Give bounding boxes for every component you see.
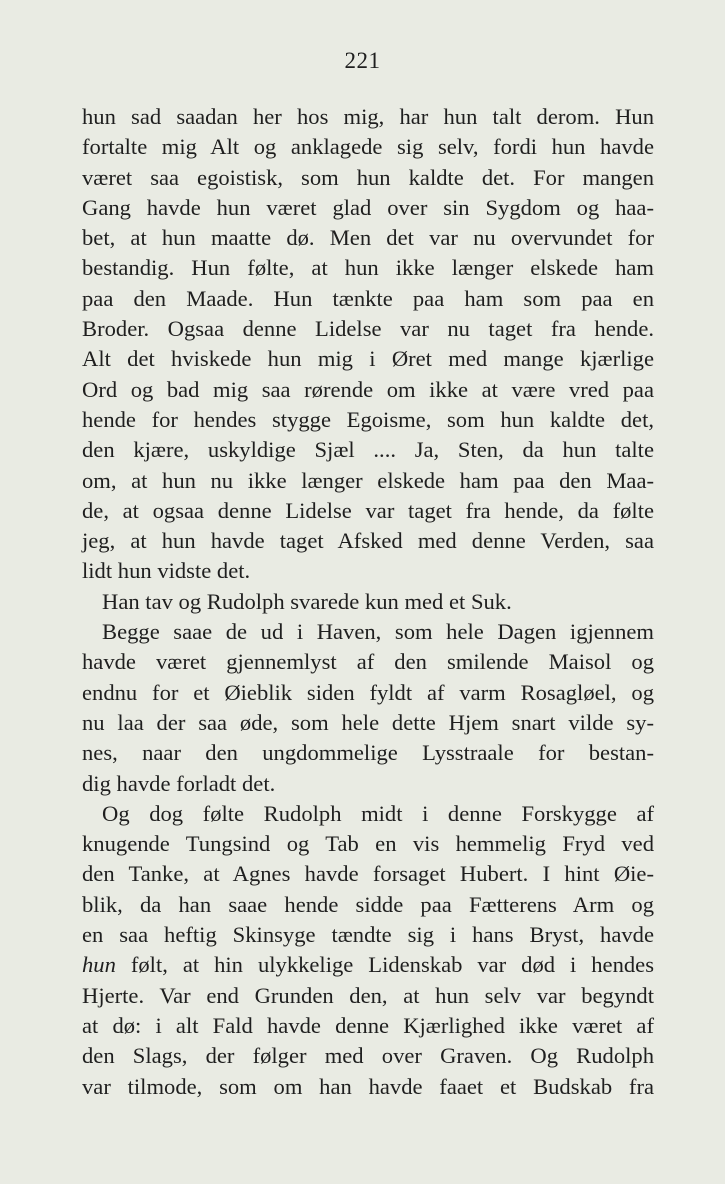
body-text	[82, 102, 654, 1102]
text-line: var tilmode, som om han havde faaet et Budskab fra	[82, 1073, 654, 1099]
text-line: Broder. Ogsaa denne Lidelse var nu taget fra hende.	[82, 316, 654, 342]
text-line: bestandig. Hun følte, at hun ikke længer elskede ham	[82, 255, 654, 281]
text-line: den kjære, uskyldige Sjæl .... Ja, Sten, da hun talte	[82, 437, 654, 463]
text-line: blik, da han saae hende sidde paa Fætterens Arm og	[82, 891, 654, 917]
text-line: dig havde forladt det.	[82, 770, 276, 796]
text-line	[82, 950, 654, 980]
text-line: nu laa der saa øde, som hele dette Hjem snart vilde sy-	[82, 709, 654, 735]
text-line: den Slags, der følger med over Graven. Og Rudolph	[82, 1043, 654, 1069]
emphasized-word: hun	[82, 952, 116, 978]
text-line: været saa egoistisk, som hun kaldte det. For mangen	[82, 164, 654, 190]
text-line: Alt det hviskede hun mig i Øret med mange kjærlige	[82, 346, 654, 372]
text-line: den Tanke, at Agnes havde forsaget Hubert. I hint Øie-	[82, 861, 654, 887]
page-number: 221	[344, 48, 381, 73]
text-line: Og dog følte Rudolph midt i denne Forskygge af	[102, 800, 654, 826]
text-line: jeg, at hun havde taget Afsked med denne Verden, saa	[82, 528, 654, 554]
text-line: havde været gjennemlyst af den smilende Maisol og	[82, 649, 654, 675]
text-line: en saa heftig Skinsyge tændte sig i hans Bryst, havde	[82, 922, 654, 948]
text-line-rest: følt, at hin ulykkelige Lidenskab var død i hendes	[115, 952, 654, 978]
text-line: hende for hendes stygge Egoisme, som hun kaldte det,	[82, 406, 654, 432]
text-line: fortalte mig Alt og anklagede sig selv, fordi hun havde	[82, 134, 654, 160]
text-line: Hjerte. Var end Grunden den, at hun selv var begyndt	[82, 982, 654, 1008]
text-line: at dø: i alt Fald havde denne Kjærlighed ikke været af	[82, 1012, 654, 1038]
text-line: Begge saae de ud i Haven, som hele Dagen igjennem	[102, 619, 654, 645]
text-line: paa den Maade. Hun tænkte paa ham som paa en	[82, 285, 654, 311]
text-line: knugende Tungsind og Tab en vis hemmelig Fryd ved	[82, 831, 654, 857]
text-line: hun sad saadan her hos mig, har hun talt derom. Hun	[82, 104, 654, 129]
text-line: nes, naar den ungdommelige Lysstraale for bestan-	[82, 740, 654, 766]
text-line: Ord og bad mig saa rørende om ikke at være vred paa	[82, 376, 654, 402]
text-line: endnu for et Øieblik siden fyldt af varm Rosagløel, og	[82, 679, 654, 705]
text-line: Han tav og Rudolph svarede kun med et Suk.	[102, 588, 512, 614]
text-line: de, at ogsaa denne Lidelse var taget fra hende, da følte	[82, 497, 654, 523]
text-line: om, at hun nu ikke længer elskede ham paa den Maa-	[82, 467, 654, 493]
text-line: bet, at hun maatte dø. Men det var nu overvundet for	[82, 225, 654, 251]
text-line: lidt hun vidste det.	[82, 558, 251, 584]
text-line: Gang havde hun været glad over sin Sygdom og haa-	[82, 194, 654, 220]
